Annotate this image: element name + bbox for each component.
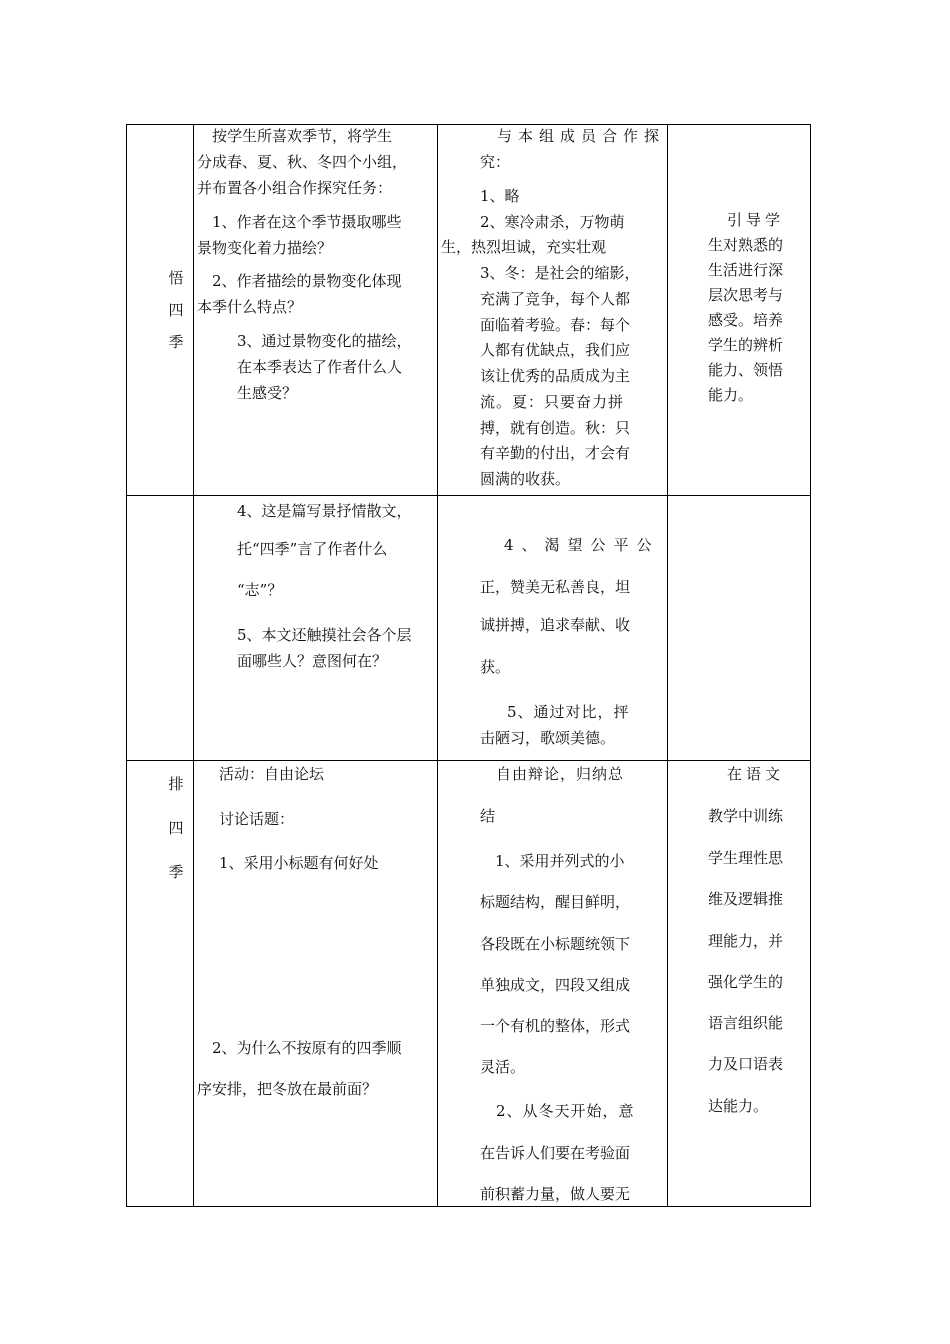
page: 悟 四 季 按学生所喜欢季节，将学生 分成春、夏、秋、冬四个小组， 并布置各小组合作探究任务： 1、作者在这个季节摄取哪些 景物变化着力描绘？ 2、作者描绘的景物变化体现 本季什么特点？ 3、通过景物变化的描绘， 在本季表达了作者什么人 生感受？ 与本组成员合作探 究： 1、略 2、寒冷肃杀，万物萌 生，热烈坦诚，充实壮观 3、冬：是社会的缩影， 充满了竞争，每个人都 面临着考验。春：每个 人都有优缺点，我们应 该让优秀的品质成为主 流。夏：只要奋力拼 搏，就有创造。秋：只 有辛勤的付出，才会有 圆满的收获。 引导学 生对熟悉的 生活进行深 层次思考与 感受。培养 学生的辨析 能力、领悟 能力。 4、这是篇写景抒情散文， 托“四季”言了作者什么 “志”？ 5、本文还触摸社会各个层 面哪些人？意图何在？ 4、渴望公平公 正，赞美无私善良，坦 诚拼搏，追求奉献、收 获。 5、通过对比，抨 击陋习，歌颂美德。 排 四 季 活动：自由论坛 讨论话题： 1、采用小标题有何好处 2、为什么不按原有的四季顺 序安排，把冬放在最前面？ 自由辩论，归纳总 结 1、采用并列式的小 标题结构，醒目鲜明， 各段既在小标题统领下 单独成文，四段又组成 一个有机的整体，形式 灵活。 2、从冬天开始，意 在告诉人们要在考验面 前积蓄力量，做人要无 在语文 教学中训练 学生理性思 维及逻辑推 理能力，并 强化学生的 语言组织能 力及口语表 达能力。 bbox=[0, 0, 950, 1344]
row1-label: 悟 四 季 bbox=[168, 269, 184, 351]
row3-label: 排 四 季 bbox=[168, 775, 184, 881]
col-divider-2 bbox=[437, 124, 438, 1207]
table-border-bottom bbox=[126, 1206, 811, 1207]
table-border-right bbox=[810, 124, 811, 1207]
table-border-left bbox=[126, 124, 127, 1207]
col-divider-1 bbox=[193, 124, 194, 1207]
col-divider-3 bbox=[667, 124, 668, 1207]
row-divider-2 bbox=[126, 760, 811, 761]
row-divider-1 bbox=[126, 495, 811, 496]
